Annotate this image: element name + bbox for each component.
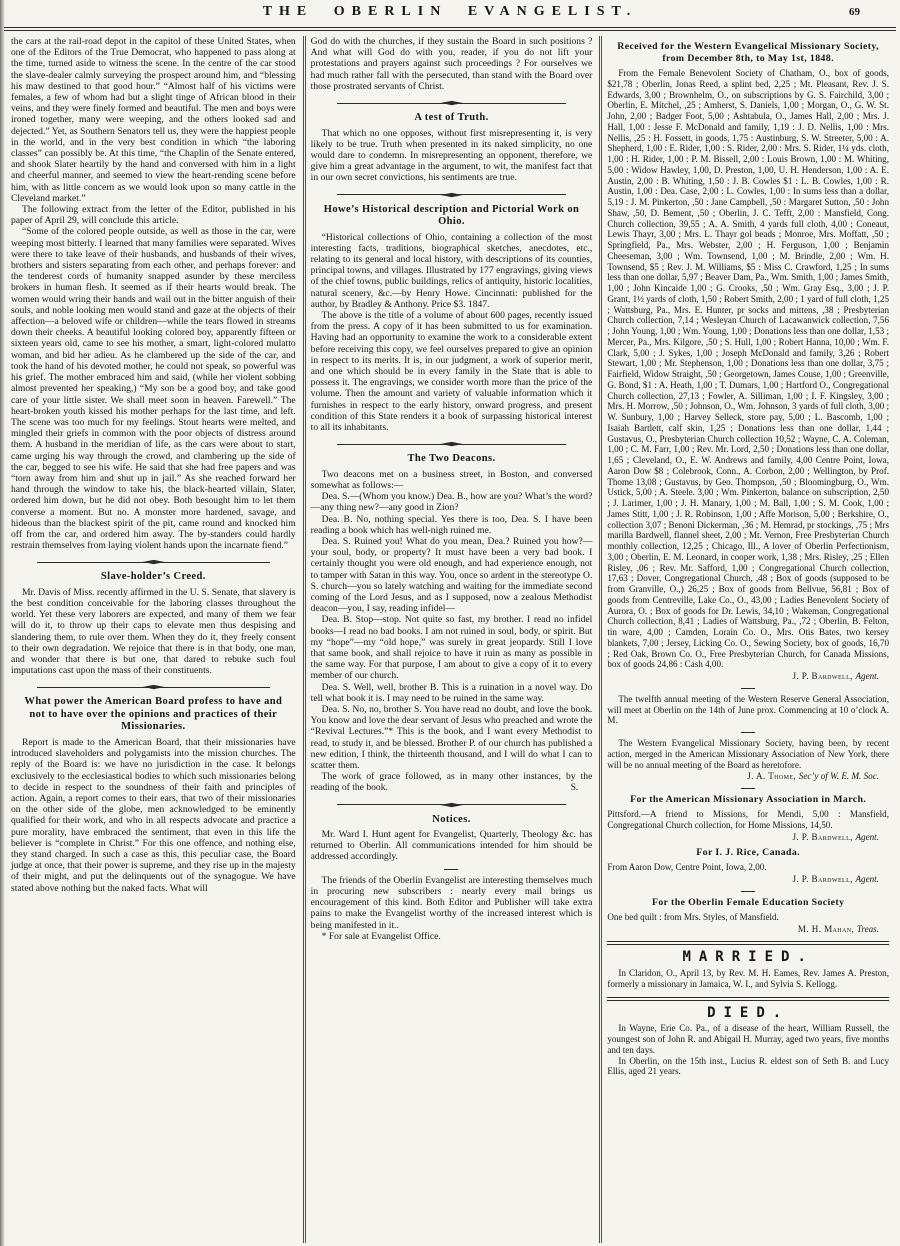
heading-rice-canada: For I. J. Rice, Canada. bbox=[696, 847, 801, 859]
signature-name: J. P. Bardwell, bbox=[792, 874, 856, 884]
notice-divider bbox=[741, 688, 755, 689]
column-1 bbox=[6, 36, 303, 1243]
column-3 bbox=[599, 36, 896, 1243]
died-paragraph: In Oberlin, on the 15th inst., Lucius R. eldest son of Seth B. and Lucy Ellis, aged 21 years. bbox=[607, 1055, 889, 1077]
donations-paragraph: From the Female Benevolent Society of Chatham, O., box of goods, $21,78 ; Oberlin, Jonas Reed, a splint bed, 2,25 ; Mt. Pleasant, Rev. J. S. Edwards, 3,00 ; Brownhelm, O., on subscriptions by G. S. Fairchild, 3,00 ; Oberlin, E. Mitchel, ,25 ; Amherst, S. Daniels, 1,00 ; Morgan, O., G. W. St. John, 2,00 ; Badger Foot, 5,00 ; Ashtabula, O., James Hall, 2,00 ; Mrs. J. Hall, 1,00 : Jesse F. McDonald and family, 1,19 : J. D. Nellis, 1,00 : Mrs. Nellis, ,25 : H. Fossett, in goods, 1,75 : Austinburg, S. W. Streeter, 5,00 : A. Shepherd, 1,00 : E. Rider, 1,00 : S. Rider, 2,00 : Mrs. S. Rider, 1¼ yds. cloth, 1,00 : H. Rider, 1,00 : P. M. Bissell, 2,00 : Louis Brown, 1,00 : M. Whiting, 5,00 : Widow Hawley, 1,00, D. Preston, 1,00, U. H. Henderson, 1,00 : A. E. Austin, 2,00 : B. Whiting, 1,50 : J. B. Cowles $1 : L. B. Cowles, 1,00 : R. Austin, 1,00 : Dea. Case, 2,00 : L. Cowles, 1,00 : In sums less than a dollar, 5,19 : J. M. Pinkerton, ,50 : Jane Campbell, ,50 : Margaret Sutton, ,50 : John Shaw, ,50, D. Bement, ,50 ; Oberlin, J. C. Tefft, 2,00 : Mansfield, Cong. Church collection, 39,55 ; A. A. Smith, 4 yards full cloth, 4,00 ; Coneaut, Lewis Thayr, 3,00 ; Mrs. L. Thayr gol beads ; Monroe, Mrs. Moffatt, ,50 ; Springfield, Pa., Mrs. Webster, 2,00 ; H. Ferguson, 1,00 ; Benjamin Cheeseman, 3,00 ; Wm. Townsend, 1,00 ; M. Brindle, 2,00 ; Wm. H. Townsend, $5 ; Rev. J. M. Williams, $5 : Miss C. Crawford, 1,25 ; In sums less than one dollar, 5,97 ; Beaver Dam, Pa., Wm. Smith, 1,00 ; James Smith, 1,00 ; John Kincaide 1,00 ; G. Crooks, ,50 ; Wm. Gray Esq., 3,00 ; J. P. Grant, 1½ yards of cloth, 1,50 ; Robert Smith, 2,00 ; 1 yard of full cloth, 1,25 ; Wattsburg, Pa., Mrs. E. Hunter, pr socks and mittens, ,38 ; Presbyterian Church collection, 7,14 ; Wesleyan Church of Lacawanwick collection, 7,56 ; John Young, 1,00 ; Wm. Young, 1,00 ; Donations less than one dollar, 1,53 ; Mercer, Pa., Mrs. Kilgore, ,50 ; S. Hull, 1,00 ; Robert Hanna, 10,00 ; Wm. F. Clark, 5,00 ; J. Sykes, 1,00 ; Joseph McDonald and family, 3,26 ; Robert Stewart, 1,00 ; Mr. Stephenson, 1,00 ; Donations less than one dollar, 3,75 ; Fairfield, Widow Straight, ,50 ; Georgetown, James Couse, 1,00 ; Greenville, G. Bond, $1 : A. Heath, 1,00 ; T. Dumars, 1,00 ; Hartford O., Congregational Church collection, 27,13 ; Fowler, A. Silliman, 1,00 ; I. F. Kingsley, 3,00 ; Mrs. H. Morrow, ,50 ; Johnson, O., Wm. Johnson, 3 yards of full cloth, 3,00 ; W. Sunbury, 1,00 ; Harvey Selleck, store pay, 5,00 ; L. Bascomb, 1,00 ; Isaiah Bartlett, calf skin, 1,25 ; Donations less than one dollar, 1,44 ; Gustavus, O., Presbyterian Church collection 10,52 ; Wayne, C. A. Coleman, 1,00 ; C. M. Farr, 1,00 ; Rev. Mr. Lord, 2,50 ; Donations less than one dollar, 1,65 ; Cleveland, O., E. W. Andrews and family, 4,00 Centre Point, Iowa, Aaron Dow $8 ; Colebrook, Conn., A. Corbon, 2,00 ; Wellington, by Prof. Thome 13,08 ; Gustavus, by Geo. Thompson, ,50 ; Bloomingburg, O., Wm. Ustick, 5,00 ; A. Steele. 3,00 ; Wm. Pinkerton, balance on subscription, 2,50 ; J. Larimer, 1,00 ; J. H. Manary, 1,00 ; M. Ball, 1,00 ; S. M. Cook, 1,00 ; James Stitt, 1,00 ; J. R. Robinson, 1,00 ; Affe Morison, 5,00 ; Berkshire, O., collection 3,07 ; Benoni Dickerman, ,36 ; M. Hemrad, pr stockings, ,75 ; Mrs marilla Bardwell, flannel sheet, 2,00 ; Mt. Vernon, Free Presbyterian Church monthly collection, 12,25 ; Chicago, Ill., A lover of Oberlin Perfectionism, 3,00 ; Oberlin, E. M. Leonard, in cooper work, 1,38 ; Mrs. Risley, ,25 ; Ellen Risley, ,06 ; Rev. Mr. Safford, 1,00 ; Congregational Church collection, 17,63 ; Dover, Congregational Church, ,48 ; Box of goods (supposed to be from Granville, O.,) 26,25 ; Box of goods from Bellvue, 56,81 ; Box of goods from Centreville, Lake Co., O., 43,00 ; Ladies Benevolent Society of Aurora, O. ; Box of goods for Dr. Lewis, 34,10 ; Wakeman, Congregational Church collection, 8,41 ; Ladies of Wattsburg, Pa., ,72 ; Oberlin, B. Felton, tin ware, 4,00 ; Camden, Lorain Co. O., Mrs. Otis Bates, two kersey blankets, 7,00 ; Jersey, Licking Co. O., Sewing Society, box of goods, 16,70 ; Red Oak, Brown Co. O., Free Presbyterian Church, for Canada Missions, box of goods 24,86 : Cash 4,00. bbox=[607, 68, 889, 670]
notice-paragraph: The Western Evangelical Missionary Society, having been, by recent action, merged in the American Missionary Association of New York, there will be no annual meeting of the Board as heretofore. bbox=[607, 738, 889, 770]
divider-line bbox=[337, 804, 448, 805]
article-paragraph: Dea. S. Well, well, brother B. This is a ruination in a novel way. Do tell what book it is. I may need to be ruined in the same way. bbox=[310, 681, 593, 704]
article-paragraph: the cars at the rail-road depot in the capitol of these United States, when one of the Editors of the True Democrat, who happened to pass along at the time, turned aside to witness the scene. In the centre of the car stood the slave-dealer calmly surveying the prospect around him, and “blessing his maw destined to that good hour.” “Almost half of his victims were females, a few of whom had but a slight tinge of African blood in their veins, and they were finely formed and beautiful. The men and boys were ironed together, many were weeping, and the others looked sad and dejected.” Yet, as Southern Senators tell us, they were the happiest people in the world, and in the very best condition in which “the laboring classes” can possibly be. At this time, “the Chaplin of the Senate entered, and shook Slater heartily by the hand and conversed with him in a light and cheerful manner, and seemed to view the heart-rending scene before him, with as little concern as we would look upon so many cattle in the Cleveland market.” bbox=[11, 36, 296, 204]
signature-name: J. P. Bardwell, bbox=[792, 831, 856, 842]
divider-diamond-icon: ◆ bbox=[142, 559, 165, 566]
divider-diamond-icon: ◆ bbox=[440, 801, 463, 808]
footnote-paragraph: * For sale at Evangelist Office. bbox=[321, 930, 441, 942]
divider-line bbox=[37, 687, 150, 688]
married-paragraph: In Claridon, O., April 13, by Rev. M. H. Eames, Rev. James A. Preston, formerly a missionary in Jamaica, W. I., and Sylvia S. Kellogg. bbox=[607, 968, 889, 989]
article-paragraph: Dea. S. Ruined you! What do you mean, Dea.? Ruined you how?—your soul, body, or property? It must have been a very bad book. I certainly thought you were old enough, and had experience enough, not to tamper with Satan in this way. You, once so ardent in the stereotype O. S. church—you so lately watching and waiting for the immediate second coming of the Lord Jesus, and as I supposed, now a zealous Methodist deacon—you, I say, reading infidel— bbox=[310, 535, 593, 615]
heading-howes-historical-work: Howe’s Historical description and Pictorial Work on Ohio. bbox=[323, 203, 580, 228]
article-paragraph: “Historical collections of Ohio, containing a collection of the most interesting facts, traditions, biographical sketches, anecdotes, etc., relating to its general and local history, with descriptions of its counties, principal towns, and villages. Illustrated by 177 engravings, giving views of the chief towns, public buildings, relics of antiquity, historic localities, natural scenery, &c.—by Henry Howe. Cincinnati: published for the author, by Bradley & Anthony. Price $3. 1847. bbox=[310, 231, 593, 310]
notice-divider bbox=[444, 869, 458, 870]
signature-name: J. P. Bardwell, bbox=[792, 671, 856, 681]
divider-line bbox=[455, 804, 566, 805]
article-divider bbox=[337, 801, 567, 809]
signature-bardwell bbox=[607, 671, 889, 682]
signature-name: M. H. Mahan, bbox=[797, 923, 857, 934]
heading-a-test-of-truth: A test of Truth. bbox=[414, 112, 489, 124]
article-divider bbox=[337, 99, 567, 107]
signature-bardwell bbox=[607, 832, 889, 843]
article-paragraph: The above is the title of a volume of about 600 pages, recently issued from the press. A copy of it has been submitted to us for examination. Having had an opportunity to examine the work to a considerable extent before receiving this copy, we feel ourselves prepared to give an opinion in respect to its merits. It is, in our judgment, a work of superior merit, and one which should be in every family in the State that is able to possess it. The engravings, we consider worth more than the price of the volume. Then the amount and variety of valuable information which it furnishes in respect to the early history, onward progress, and present condition of this State renders it a book of surpassing historical interest to all its inhabitants. bbox=[310, 309, 593, 433]
signature-role: Agent. bbox=[855, 874, 879, 884]
divider-diamond-icon: ◆ bbox=[440, 440, 463, 448]
divider-diamond-icon: ◆ bbox=[440, 99, 463, 107]
divider-line bbox=[455, 194, 566, 195]
notice-paragraph: The twelfth annual meeting of the Western Reserve General Association, will meet at Oberlin on the 14th of June prox. Commencing at 10 o’clock A. M. bbox=[607, 693, 889, 726]
article-paragraph: Mr. Ward I. Hunt agent for Evangelist, Quarterly, Theology &c. has returned to Oberlin. All communications intended for him should be addressed accordingly. bbox=[310, 829, 593, 863]
paragraph-trail-initial: S. bbox=[570, 782, 579, 794]
notice-paragraph: Pittsford.—A friend to Missions, for Mendi, 5,00 : Mansfield, Congregational Church collection, for Home Missions, 14,50. bbox=[607, 809, 889, 830]
article-paragraph: The friends of the Oberlin Evangelist are interesting themselves much in procuring new subscribers : nearly every mail brings us encouragement of this kind. Both Editor and Publisher will take extra pains to make the Evangelist worthy of the increased interest which is being manifested in it.. bbox=[310, 874, 593, 931]
section-rule bbox=[607, 997, 889, 1001]
notice-paragraph: From Aaron Dow, Centre Point, Iowa, 2,00. bbox=[607, 862, 767, 873]
notice-divider bbox=[741, 891, 755, 892]
heading-american-board: What power the American Board profess to have and not to have over the opinions and practices of their Missionaries. bbox=[24, 696, 283, 733]
signature-role: Sec’y of W. E. M. Soc. bbox=[798, 771, 879, 782]
column-2 bbox=[303, 36, 600, 1243]
article-paragraph: Mr. Davis of Miss. recently affirmed in the U. S. Senate, that slavery is the best condition conceivable for the laboring classes throughout the world. Yet these very laborers are expected, and many of them we fear will do it, to throw up their caps to elevate men thus despising and slandering them, to rule over them. When they do it, they freely consent to their own degradation. We rejoice that there is in that body, one man, and wonder that there is but one, that dared to rebuke such foul imputations cast upon the mass of their constituents. bbox=[11, 586, 296, 677]
signature-role: Agent. bbox=[855, 831, 879, 842]
divider-line bbox=[337, 444, 448, 445]
heading-ama-march: For the American Missionary Association in March. bbox=[630, 794, 867, 805]
signature-thome bbox=[607, 771, 889, 782]
article-divider bbox=[337, 440, 567, 448]
article-divider bbox=[37, 558, 270, 566]
heading-married: MARRIED. bbox=[682, 949, 814, 966]
article-paragraph: God do with the churches, if they sustain the Board in such positions ? And what will God do with you, reader, if you do not lift your protestations and prayers against such proceedings ? For ourselves we had much rather fall with the persecuted, than stand with the Board over those prostrated servants of Christ. bbox=[310, 36, 593, 92]
notice-paragraph: One bed quilt : from Mrs. Styles, of Mansfield. bbox=[607, 911, 779, 922]
article-paragraph: Dea. S. No, no, brother S. You have read no doubt, and love the book. You know and love the dear servant of Jesus who preached and wrote the “Revival Lectures.”* This is the book, and I want every Methodist to read, to study it, and be blessed. Brother P. of our church has published a new edition, I think, the thirteenth thousand, and I will do what I can to scatter them. bbox=[310, 703, 593, 771]
divider-line bbox=[157, 562, 270, 563]
notice-divider bbox=[741, 788, 755, 789]
heading-died: DIED. bbox=[707, 1004, 790, 1021]
article-paragraph: Report is made to the American Board, that their missionaries have introduced slaveholders and polygamists into the mission churches. The reply of the Board is: we have no jurisdiction in the case. It belongs exclusively to the ecclesiastical bodies to which such missionaries belong to decide in respect to the soundness of their faith and principles of action. Again, a report comes to their ears, that two of their missionaries on the other side of the globe, men acknowledged to be eminently qualified for their work, and who in all respects advocate and practice a pure morality, have embraced the sentiment, that even in this life the believer is “complete in Christ.” For this one offence, and nothing else, they stand charged. In such a case as this, this peculiar case, the Board judge at once, that their power is supreme, and they rise up in the majesty of their might, and put the delinquents out of the synagogue. We have stated above nothing but the naked facts. What will bbox=[11, 736, 296, 894]
signature-bardwell bbox=[607, 874, 889, 885]
heading-slave-holders-creed: Slave-holder’s Creed. bbox=[100, 571, 206, 583]
section-rule bbox=[607, 941, 889, 945]
signature-role: Treas. bbox=[856, 923, 879, 934]
article-paragraph: The following extract from the letter of the Editor, published in his paper of April 29, will conclude this article. bbox=[11, 204, 296, 227]
article-paragraph: The work of grace followed, as in many other instances, by the reading of the book. S. bbox=[310, 771, 593, 794]
heading-female-education-society: For the Oberlin Female Education Society bbox=[651, 896, 845, 908]
signature-mahan bbox=[607, 924, 889, 935]
divider-line bbox=[337, 103, 448, 104]
died-paragraph: In Wayne, Erie Co. Pa., of a disease of the heart, William Russell, the youngest son of John R. and Abigail H. Murray, aged two years, five months and ten days. bbox=[607, 1023, 889, 1055]
article-paragraph: “Some of the colored people outside, as well as those in the car, were weeping most bitterly. I learned that many families were separated. Wives were there to take leave of their husbands, and husbands of their wives, brothers and sisters separating from each other, and perhaps forever: and the tenderest cords of humanity snapped asunder by these merciless brokers in human flesh. It seemed as if their hearts would break. The women would wring their hands and wail out in the bitter anguish of their souls, and noble looking men would stand and gaze at the objects of their affection—a beloved wife or children—while the tears flowed in streams down their cheeks. A beautiful looking colored boy, apparently fifteen or sixteen years old, came to see his mother, a smart, light-colored mulatto woman, and bid her adieu. As he clambered up the side of the car, and took the hand of his devoted mother, he could not speak, so powerful was his grief. The mother embraced him and said, (while her violent sobbing almost prevented her speaking,) “My son be a good boy, and take good care of your little sister. We shall meet soon in heaven. Farewell.” The heart-broken youth kissed his mother perhaps for the last time, and left. The scene was too much for my feelings. Stout hearts were melted, and mingled their griefs in common with the poor objects of distress around them. A husband in the meridian of life, as the cars were about to start, came urging his way through the crowd, and clambering up the side of the car, begged to see his wife. He said that she had free papers and was “torn away from him and shut up in jail.” As she reached forward her hand through the window to take his, the black-hearted villain, Slater, ordered him down, but he did not obey. Both besought him to let them converse a moment. But no. A monster more hardened, savage, and hideous than the blackest spirit of the pit, came round and knocked him off from the car, and ordered him away. The by-standers could hardly restrain themselves from laying violent hands upon the incarnate fiend.” bbox=[11, 226, 296, 552]
heading-notices: Notices. bbox=[432, 813, 471, 825]
heading-received-wems: Received for the Western Evangelical Missionary Society, from December 8th, to May 1st, 1848. bbox=[617, 41, 880, 64]
paper-title: THE OBERLIN EVANGELIST. bbox=[262, 4, 638, 19]
signature-role: Agent. bbox=[855, 671, 879, 681]
article-divider bbox=[37, 683, 270, 691]
signature-name: J. A. Thome, bbox=[747, 771, 799, 782]
divider-line bbox=[337, 194, 448, 195]
columns-container bbox=[0, 31, 900, 1243]
article-paragraph: Dea. B. Stop—stop. Not quite so fast, my brother. I read no infidel books—I read no bad books. I am not ruined in soul, body, or spirit. But my “hope”—my “old hope,” was surely in great jeopardy. Still I love that same book, and shall rejoice to have it ruin as many as possible in the same way. For that purpose, I am about to give a copy of it to every member of our church. bbox=[310, 614, 593, 682]
heading-the-two-deacons: The Two Deacons. bbox=[407, 453, 496, 465]
article-paragraph: Two deacons met on a business street, in Boston, and conversed somewhat as follows:— bbox=[310, 468, 593, 491]
masthead bbox=[0, 0, 900, 24]
page-number: 69 bbox=[849, 6, 860, 18]
divider-line bbox=[157, 687, 270, 688]
divider-diamond-icon: ◆ bbox=[440, 191, 463, 198]
article-paragraph: Dea. S.—(Whom you know.) Dea. B., how are you? What’s the word?—any thing new?—any good in Zion? bbox=[310, 491, 593, 514]
divider-line bbox=[455, 103, 566, 104]
article-paragraph: That which no one opposes, without first misrepresenting it, is very likely to be true. Truth when presented in its naked simplicity, no one would dare to condemn. In misrepresenting an opponent, therefore, we give him a great advantage in the argument, to wit, the manifest fact that in our own secret convictions, his sentiments are true. bbox=[310, 127, 593, 184]
divider-line bbox=[455, 444, 566, 445]
divider-line bbox=[37, 562, 150, 563]
divider-diamond-icon: ◆ bbox=[142, 684, 165, 691]
article-paragraph: Dea. B. No, nothing special. Yes there is too, Dea. S. I have been reading a book which has well-nigh ruined me. bbox=[310, 513, 593, 536]
notice-divider bbox=[741, 732, 755, 733]
article-divider bbox=[337, 191, 567, 199]
